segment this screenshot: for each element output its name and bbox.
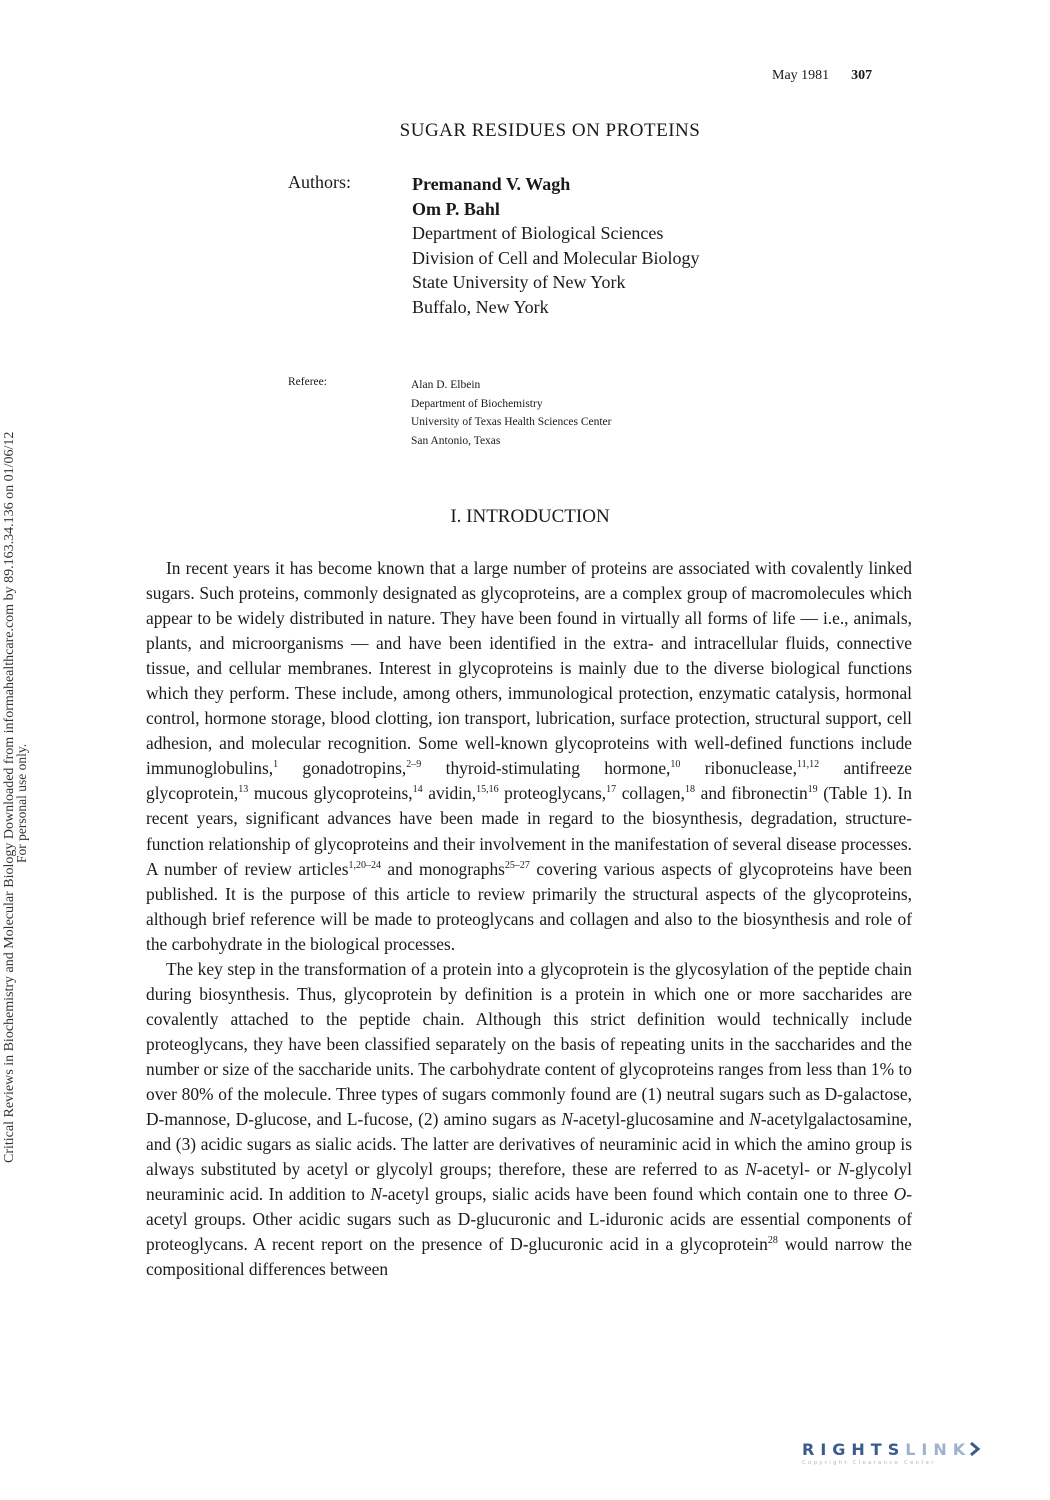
text-run: ribonuclease, <box>680 758 797 779</box>
citation-ref: 1,20–24 <box>348 859 381 871</box>
download-watermark <box>0 0 60 1500</box>
citation-ref: 1 <box>273 759 279 771</box>
affiliation-line: Buffalo, New York <box>412 296 549 317</box>
text-run: -acetyl- or <box>756 1159 838 1180</box>
text-run: -glycolyl neuraminic acid. In addition to <box>146 1159 912 1205</box>
referee-line: San Antonio, Texas <box>411 434 501 447</box>
citation-ref: 14 <box>412 784 423 796</box>
referee-label: Referee: <box>288 376 327 388</box>
body-text <box>146 556 912 1282</box>
citation-ref: 10 <box>670 759 681 771</box>
italic-letter: O <box>893 1184 907 1205</box>
italic-letter: N <box>370 1184 383 1205</box>
author-name: Premanand V. Wagh <box>412 174 571 194</box>
citation-ref: 25–27 <box>504 859 530 871</box>
referee-block <box>411 376 612 450</box>
citation-ref: 15,16 <box>476 784 499 796</box>
referee-line: University of Texas Health Sciences Center <box>411 416 612 428</box>
text-run: and fibronectin <box>694 783 808 804</box>
text-run: avidin, <box>422 783 477 804</box>
authors-label: Authors: <box>288 172 351 192</box>
citation-ref: 13 <box>238 784 249 796</box>
text-run: covering various aspects of glycoproteins have been published. It is the purpose of this article to review primarily the structural aspects of the glycoproteins, although brief reference will be made to proteoglycans and collagen and also to the biosynthesis and role of the carbohydrate in the biological processes. <box>146 858 912 954</box>
affiliation-line: Division of Cell and Molecular Biology <box>412 247 700 268</box>
text-run: proteoglycans, <box>498 783 607 804</box>
authors-block <box>412 172 699 319</box>
text-run: mucous glycoproteins, <box>248 783 413 804</box>
paragraph <box>146 556 912 957</box>
chevron-logo-icon <box>967 1441 981 1457</box>
citation-ref: 2–9 <box>406 759 422 771</box>
text-run: would narrow the compositional differences between <box>146 1234 912 1280</box>
referee-line: Department of Biochemistry <box>411 397 543 410</box>
text-run: and monographs <box>380 858 505 879</box>
text-run: gonadotropins, <box>278 758 407 779</box>
text-run: The key step in the transformation of a protein into a glycoprotein is the glycosylation of the peptide chain during biosynthesis. Thus, glycoprotein by definition is a protein in which one or more saccharides are covalently attached to the peptide chain. Although this strict definition would technically include proteoglycans, they have been classified separately on the basis of repeating units in the saccharides and the number or size of the saccharide units. The carbohydrate content of glycoproteins ranges from less than 1% to over 80% of the molecule. Three types of sugars commonly found are (1) neutral sugars such as D-galactose, D-mannose, D-glucose, and L-fucose, (2) amino sugars as <box>146 958 912 1130</box>
citation-ref: 11,12 <box>796 759 820 771</box>
text-run: In recent years it has become known that a large number of proteins are associated with covalently linked sugars. Such proteins, commonly designated as glycoproteins, are a complex group of macromolecules which appear to be widely distributed in nature. They have been found in virtually all forms of life — i.e., animals, plants, and microorganisms — and have been identified in the extra- and intracellular fluids, connective tissue, and cellular membranes. Interest in glycoproteins is mainly due to the diverse biological functions which they perform. These include, among others, immunological protection, enzymatic catalysis, hormonal control, hormone storage, blood clotting, ion transport, lubrication, surface protection, structural support, cell adhesion, and molecular recognition. Some well-known glycoproteins with well-defined functions include immunoglobulins, <box>146 558 912 779</box>
italic-letter: N <box>561 1109 573 1130</box>
logo-subtitle: Copyright Clearance Center <box>802 1460 936 1466</box>
issue-date: May 1981 <box>772 68 830 83</box>
citation-ref: 19 <box>807 784 818 796</box>
affiliation-line: Department of Biological Sciences <box>412 223 664 243</box>
citation-ref: 28 <box>767 1235 778 1247</box>
logo-text-dark: RIGHTS <box>802 1440 906 1459</box>
referee-line: Alan D. Elbein <box>411 379 481 391</box>
author-name: Om P. Bahl <box>412 198 500 219</box>
text-run: thyroid-stimulating hormone, <box>421 758 671 779</box>
text-run: antifreeze glycoprotein, <box>146 758 913 804</box>
text-run: -acetyl groups. Other acidic sugars such as D-glucuronic and L-iduronic acids are essential components of proteoglycans. A recent report on the presence of D-glucuronic acid in a glycoprotein <box>146 1184 912 1255</box>
italic-letter: N <box>837 1159 850 1180</box>
running-header <box>772 68 872 84</box>
paragraph <box>146 957 912 1283</box>
citation-ref: 17 <box>606 784 617 796</box>
affiliation-line: State University of New York <box>412 272 626 292</box>
text-run: (Table 1). In recent years, significant advances have been made in regard to the biosynthesis, degradation, structure-function relationship of glycoproteins and their involvement in the manifestation of several disease processes. A number of review articles <box>146 783 912 879</box>
italic-letter: N <box>749 1109 761 1130</box>
section-heading: I. INTRODUCTION <box>450 506 610 527</box>
text-run: collagen, <box>616 783 685 804</box>
text-run: -acetyl-glucosamine and <box>572 1109 750 1130</box>
logo-wordmark <box>802 1440 1032 1459</box>
text-run: -acetylgalactosamine, and (3) acidic sugars as sialic acids. The latter are derivatives of neuraminic acid in which the amino group is always substituted by acetyl or glycolyl groups; therefore, these are referred to as <box>146 1109 912 1180</box>
page-number: 307 <box>851 68 873 83</box>
italic-letter: N <box>745 1159 757 1180</box>
article-title: SUGAR RESIDUES ON PROTEINS <box>399 120 701 141</box>
watermark-line: Critical Reviews in Biochemistry and Molecular Biology Downloaded from informahealthcare.com by 89.163.34.136 on 01/06/12 <box>2 431 17 1163</box>
citation-ref: 18 <box>684 784 695 796</box>
text-run: -acetyl groups, sialic acids have been found which contain one to three <box>382 1184 894 1205</box>
logo-text-light: LINK <box>905 1440 972 1459</box>
rightslink-logo[interactable] <box>802 1440 1032 1482</box>
watermark-line: For personal use only. <box>14 743 29 863</box>
